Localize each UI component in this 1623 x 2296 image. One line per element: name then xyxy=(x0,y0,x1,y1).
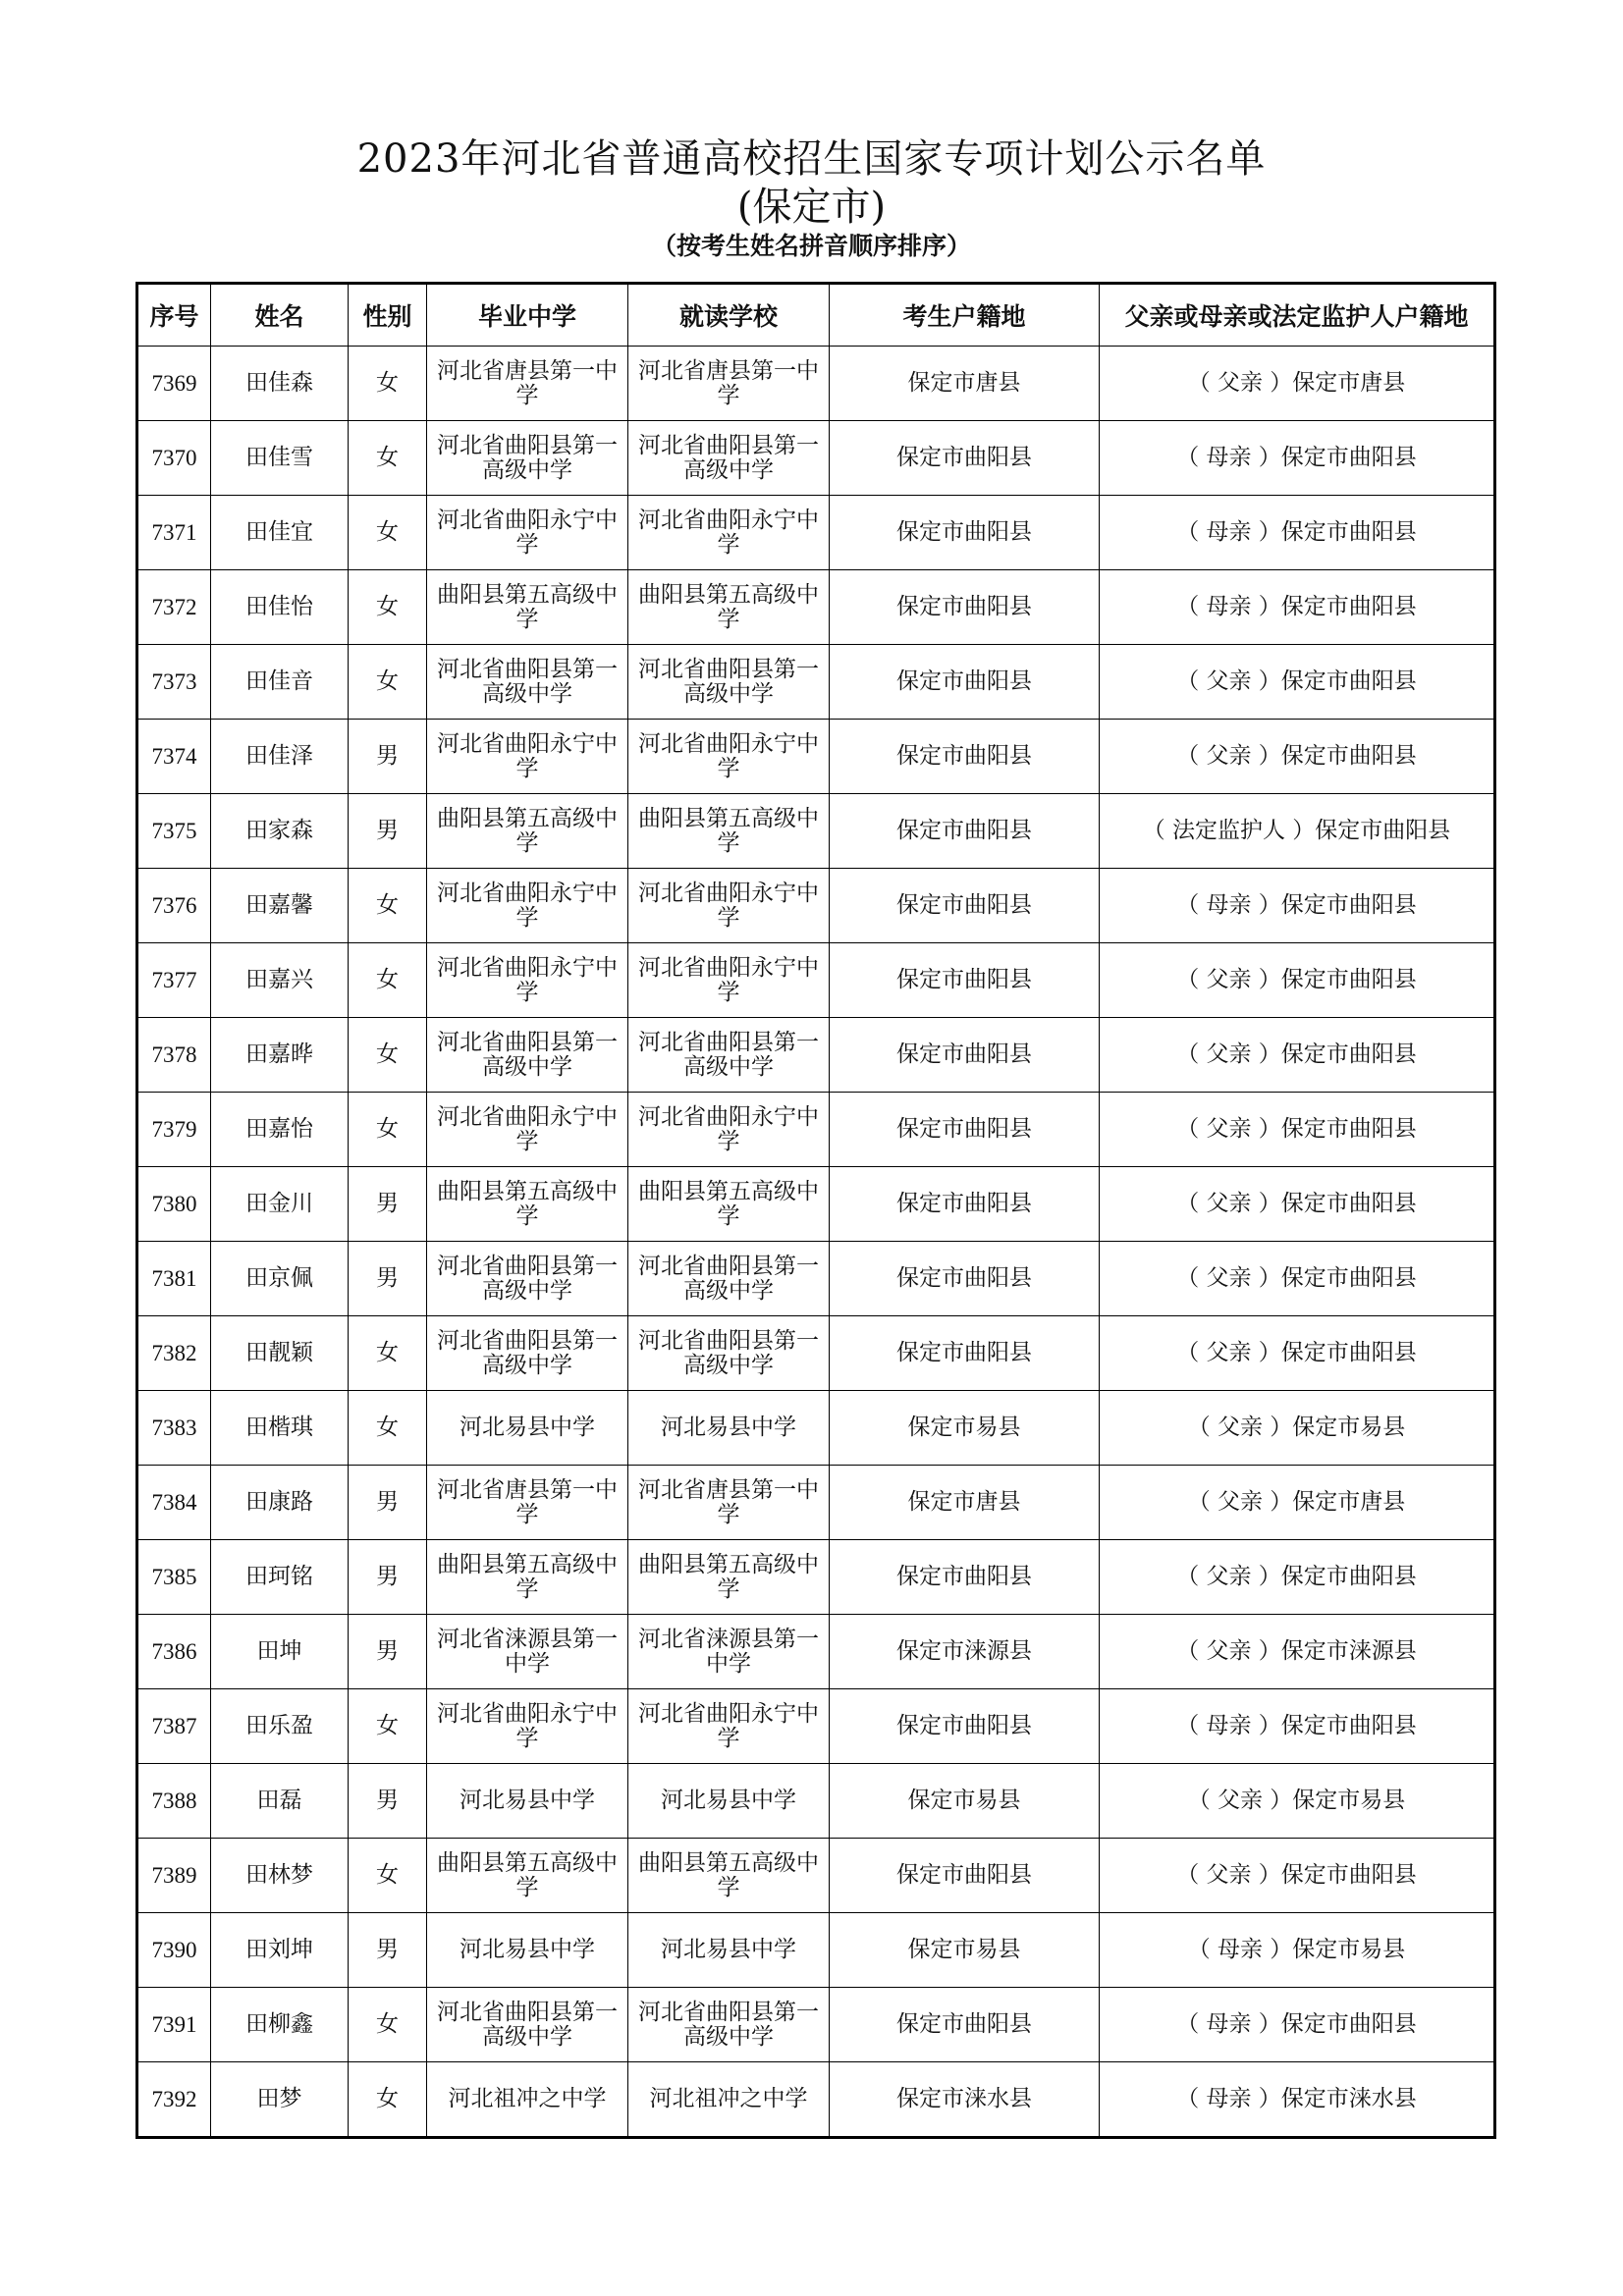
name-cell: 田嘉馨 xyxy=(211,869,349,943)
name-cell: 田柳鑫 xyxy=(211,1988,349,2062)
name-cell: 田佳泽 xyxy=(211,720,349,794)
gender-cell: 女 xyxy=(349,1316,427,1391)
name-cell: 田嘉怡 xyxy=(211,1093,349,1167)
current-school-cell: 河北省曲阳县第一高级中学 xyxy=(628,1018,830,1093)
graduated-school-cell: 河北祖冲之中学 xyxy=(427,2062,628,2138)
seq-cell: 7378 xyxy=(137,1018,211,1093)
seq-cell: 7387 xyxy=(137,1689,211,1764)
name-cell: 田嘉晔 xyxy=(211,1018,349,1093)
table-row xyxy=(137,1391,1495,1466)
seq-cell: 7371 xyxy=(137,496,211,570)
guardian-household-cell: （ 父亲 ）保定市涞源县 xyxy=(1100,1615,1495,1689)
table-row xyxy=(137,1167,1495,1242)
table-row xyxy=(137,943,1495,1018)
name-cell: 田楷琪 xyxy=(211,1391,349,1466)
guardian-household-cell: （ 母亲 ）保定市易县 xyxy=(1100,1913,1495,1988)
household-cell: 保定市曲阳县 xyxy=(830,1018,1100,1093)
graduated-school-cell: 河北省曲阳县第一高级中学 xyxy=(427,1988,628,2062)
household-cell: 保定市曲阳县 xyxy=(830,1316,1100,1391)
gender-cell: 女 xyxy=(349,347,427,421)
name-cell: 田刘坤 xyxy=(211,1913,349,1988)
name-cell: 田佳怡 xyxy=(211,570,349,645)
guardian-household-cell: （ 母亲 ）保定市涞水县 xyxy=(1100,2062,1495,2138)
gender-cell: 女 xyxy=(349,1093,427,1167)
guardian-household-cell: （ 母亲 ）保定市曲阳县 xyxy=(1100,570,1495,645)
household-cell: 保定市曲阳县 xyxy=(830,720,1100,794)
graduated-school-cell: 河北省曲阳永宁中学 xyxy=(427,720,628,794)
guardian-household-cell: （ 父亲 ）保定市曲阳县 xyxy=(1100,1093,1495,1167)
name-cell: 田佳音 xyxy=(211,645,349,720)
table-row xyxy=(137,1540,1495,1615)
guardian-household-cell: （ 父亲 ）保定市唐县 xyxy=(1100,347,1495,421)
table-row xyxy=(137,1316,1495,1391)
graduated-school-cell: 河北省曲阳永宁中学 xyxy=(427,869,628,943)
table-row xyxy=(137,720,1495,794)
graduated-school-cell: 曲阳县第五高级中学 xyxy=(427,1167,628,1242)
seq-cell: 7377 xyxy=(137,943,211,1018)
current-school-cell: 河北省唐县第一中学 xyxy=(628,347,830,421)
guardian-household-cell: （ 父亲 ）保定市曲阳县 xyxy=(1100,1839,1495,1913)
seq-cell: 7369 xyxy=(137,347,211,421)
current-school-cell: 曲阳县第五高级中学 xyxy=(628,1839,830,1913)
graduated-school-cell: 曲阳县第五高级中学 xyxy=(427,794,628,869)
name-cell: 田康路 xyxy=(211,1466,349,1540)
table-row xyxy=(137,1466,1495,1540)
seq-cell: 7373 xyxy=(137,645,211,720)
current-school-cell: 曲阳县第五高级中学 xyxy=(628,1167,830,1242)
gender-cell: 女 xyxy=(349,1988,427,2062)
graduated-school-cell: 河北省曲阳县第一高级中学 xyxy=(427,645,628,720)
gender-cell: 女 xyxy=(349,421,427,496)
current-school-cell: 河北祖冲之中学 xyxy=(628,2062,830,2138)
seq-cell: 7370 xyxy=(137,421,211,496)
household-cell: 保定市曲阳县 xyxy=(830,869,1100,943)
current-school-cell: 河北省唐县第一中学 xyxy=(628,1466,830,1540)
current-school-cell: 河北省曲阳永宁中学 xyxy=(628,1093,830,1167)
household-cell: 保定市曲阳县 xyxy=(830,496,1100,570)
current-school-cell: 河北易县中学 xyxy=(628,1391,830,1466)
gender-cell: 女 xyxy=(349,1391,427,1466)
graduated-school-cell: 河北省曲阳永宁中学 xyxy=(427,1093,628,1167)
seq-cell: 7392 xyxy=(137,2062,211,2138)
name-cell: 田乐盈 xyxy=(211,1689,349,1764)
graduated-school-cell: 河北省唐县第一中学 xyxy=(427,347,628,421)
graduated-school-cell: 河北易县中学 xyxy=(427,1764,628,1839)
seq-cell: 7372 xyxy=(137,570,211,645)
guardian-household-cell: （ 母亲 ）保定市曲阳县 xyxy=(1100,421,1495,496)
guardian-household-cell: （ 父亲 ）保定市曲阳县 xyxy=(1100,720,1495,794)
roster-table xyxy=(135,282,1496,2139)
gender-cell: 男 xyxy=(349,1540,427,1615)
gender-cell: 男 xyxy=(349,1615,427,1689)
header-cell: 姓名 xyxy=(211,284,349,347)
guardian-household-cell: （ 父亲 ）保定市易县 xyxy=(1100,1764,1495,1839)
gender-cell: 男 xyxy=(349,1466,427,1540)
table-row xyxy=(137,1988,1495,2062)
guardian-household-cell: （ 母亲 ）保定市曲阳县 xyxy=(1100,1689,1495,1764)
current-school-cell: 河北省曲阳永宁中学 xyxy=(628,869,830,943)
name-cell: 田坤 xyxy=(211,1615,349,1689)
graduated-school-cell: 曲阳县第五高级中学 xyxy=(427,570,628,645)
name-cell: 田林梦 xyxy=(211,1839,349,1913)
gender-cell: 女 xyxy=(349,943,427,1018)
current-school-cell: 河北省曲阳县第一高级中学 xyxy=(628,645,830,720)
table-row xyxy=(137,1839,1495,1913)
table-header-row xyxy=(137,284,1495,347)
current-school-cell: 河北省曲阳永宁中学 xyxy=(628,720,830,794)
seq-cell: 7381 xyxy=(137,1242,211,1316)
seq-cell: 7375 xyxy=(137,794,211,869)
household-cell: 保定市曲阳县 xyxy=(830,943,1100,1018)
gender-cell: 女 xyxy=(349,1689,427,1764)
current-school-cell: 河北省曲阳县第一高级中学 xyxy=(628,1316,830,1391)
guardian-household-cell: （ 父亲 ）保定市曲阳县 xyxy=(1100,1316,1495,1391)
seq-cell: 7382 xyxy=(137,1316,211,1391)
name-cell: 田珂铭 xyxy=(211,1540,349,1615)
guardian-household-cell: （ 父亲 ）保定市曲阳县 xyxy=(1100,943,1495,1018)
table-row xyxy=(137,570,1495,645)
current-school-cell: 河北省曲阳县第一高级中学 xyxy=(628,1988,830,2062)
graduated-school-cell: 河北省曲阳县第一高级中学 xyxy=(427,1316,628,1391)
seq-cell: 7374 xyxy=(137,720,211,794)
name-cell: 田梦 xyxy=(211,2062,349,2138)
name-cell: 田佳雪 xyxy=(211,421,349,496)
graduated-school-cell: 河北省曲阳县第一高级中学 xyxy=(427,1018,628,1093)
household-cell: 保定市涞源县 xyxy=(830,1615,1100,1689)
table-row xyxy=(137,2062,1495,2138)
current-school-cell: 河北省曲阳县第一高级中学 xyxy=(628,421,830,496)
guardian-household-cell: （ 母亲 ）保定市曲阳县 xyxy=(1100,496,1495,570)
table-row xyxy=(137,1764,1495,1839)
graduated-school-cell: 河北省涞源县第一中学 xyxy=(427,1615,628,1689)
table-row xyxy=(137,1093,1495,1167)
gender-cell: 女 xyxy=(349,2062,427,2138)
seq-cell: 7379 xyxy=(137,1093,211,1167)
graduated-school-cell: 河北易县中学 xyxy=(427,1391,628,1466)
seq-cell: 7383 xyxy=(137,1391,211,1466)
name-cell: 田佳宜 xyxy=(211,496,349,570)
current-school-cell: 曲阳县第五高级中学 xyxy=(628,1540,830,1615)
household-cell: 保定市曲阳县 xyxy=(830,1839,1100,1913)
header-cell: 考生户籍地 xyxy=(830,284,1100,347)
household-cell: 保定市曲阳县 xyxy=(830,421,1100,496)
guardian-household-cell: （ 母亲 ）保定市曲阳县 xyxy=(1100,869,1495,943)
table-row xyxy=(137,1242,1495,1316)
household-cell: 保定市易县 xyxy=(830,1913,1100,1988)
seq-cell: 7376 xyxy=(137,869,211,943)
household-cell: 保定市易县 xyxy=(830,1764,1100,1839)
household-cell: 保定市曲阳县 xyxy=(830,1167,1100,1242)
graduated-school-cell: 河北省曲阳永宁中学 xyxy=(427,943,628,1018)
table-row xyxy=(137,347,1495,421)
seq-cell: 7385 xyxy=(137,1540,211,1615)
name-cell: 田嘉兴 xyxy=(211,943,349,1018)
graduated-school-cell: 河北省唐县第一中学 xyxy=(427,1466,628,1540)
current-school-cell: 河北省曲阳县第一高级中学 xyxy=(628,1242,830,1316)
gender-cell: 男 xyxy=(349,1764,427,1839)
name-cell: 田金川 xyxy=(211,1167,349,1242)
guardian-household-cell: （ 母亲 ）保定市曲阳县 xyxy=(1100,1988,1495,2062)
table-row xyxy=(137,1615,1495,1689)
graduated-school-cell: 河北易县中学 xyxy=(427,1913,628,1988)
gender-cell: 女 xyxy=(349,869,427,943)
graduated-school-cell: 河北省曲阳永宁中学 xyxy=(427,1689,628,1764)
current-school-cell: 河北省曲阳永宁中学 xyxy=(628,943,830,1018)
seq-cell: 7384 xyxy=(137,1466,211,1540)
household-cell: 保定市曲阳县 xyxy=(830,570,1100,645)
gender-cell: 男 xyxy=(349,1242,427,1316)
household-cell: 保定市曲阳县 xyxy=(830,1689,1100,1764)
household-cell: 保定市曲阳县 xyxy=(830,794,1100,869)
table-row xyxy=(137,794,1495,869)
gender-cell: 女 xyxy=(349,496,427,570)
table-row xyxy=(137,645,1495,720)
graduated-school-cell: 河北省曲阳县第一高级中学 xyxy=(427,1242,628,1316)
guardian-household-cell: （ 父亲 ）保定市曲阳县 xyxy=(1100,1540,1495,1615)
guardian-household-cell: （ 法定监护人 ）保定市曲阳县 xyxy=(1100,794,1495,869)
gender-cell: 男 xyxy=(349,1913,427,1988)
guardian-household-cell: （ 父亲 ）保定市易县 xyxy=(1100,1391,1495,1466)
graduated-school-cell: 河北省曲阳永宁中学 xyxy=(427,496,628,570)
header-cell: 就读学校 xyxy=(628,284,830,347)
current-school-cell: 河北省曲阳永宁中学 xyxy=(628,496,830,570)
household-cell: 保定市曲阳县 xyxy=(830,1242,1100,1316)
header-cell: 序号 xyxy=(137,284,211,347)
seq-cell: 7386 xyxy=(137,1615,211,1689)
seq-cell: 7388 xyxy=(137,1764,211,1839)
guardian-household-cell: （ 父亲 ）保定市唐县 xyxy=(1100,1466,1495,1540)
current-school-cell: 河北易县中学 xyxy=(628,1764,830,1839)
name-cell: 田家森 xyxy=(211,794,349,869)
household-cell: 保定市易县 xyxy=(830,1391,1100,1466)
name-cell: 田磊 xyxy=(211,1764,349,1839)
household-cell: 保定市曲阳县 xyxy=(830,645,1100,720)
guardian-household-cell: （ 父亲 ）保定市曲阳县 xyxy=(1100,645,1495,720)
table-row xyxy=(137,496,1495,570)
guardian-household-cell: （ 父亲 ）保定市曲阳县 xyxy=(1100,1242,1495,1316)
seq-cell: 7389 xyxy=(137,1839,211,1913)
current-school-cell: 河北易县中学 xyxy=(628,1913,830,1988)
current-school-cell: 曲阳县第五高级中学 xyxy=(628,794,830,869)
current-school-cell: 河北省曲阳永宁中学 xyxy=(628,1689,830,1764)
graduated-school-cell: 曲阳县第五高级中学 xyxy=(427,1540,628,1615)
graduated-school-cell: 曲阳县第五高级中学 xyxy=(427,1839,628,1913)
household-cell: 保定市曲阳县 xyxy=(830,1988,1100,2062)
document-subtitle: (保定市) xyxy=(736,185,887,230)
guardian-household-cell: （ 父亲 ）保定市曲阳县 xyxy=(1100,1018,1495,1093)
name-cell: 田佳森 xyxy=(211,347,349,421)
household-cell: 保定市唐县 xyxy=(830,347,1100,421)
document-title: 2023年河北省普通高校招生国家专项计划公示名单 xyxy=(356,136,1267,182)
gender-cell: 男 xyxy=(349,794,427,869)
table-row xyxy=(137,1018,1495,1093)
seq-cell: 7390 xyxy=(137,1913,211,1988)
household-cell: 保定市涞水县 xyxy=(830,2062,1100,2138)
name-cell: 田靓颖 xyxy=(211,1316,349,1391)
table-row xyxy=(137,1689,1495,1764)
gender-cell: 男 xyxy=(349,720,427,794)
household-cell: 保定市曲阳县 xyxy=(830,1093,1100,1167)
table-row xyxy=(137,869,1495,943)
header-cell: 父亲或母亲或法定监护人户籍地 xyxy=(1100,284,1495,347)
seq-cell: 7391 xyxy=(137,1988,211,2062)
name-cell: 田京佩 xyxy=(211,1242,349,1316)
gender-cell: 女 xyxy=(349,1018,427,1093)
table-row xyxy=(137,421,1495,496)
household-cell: 保定市唐县 xyxy=(830,1466,1100,1540)
gender-cell: 男 xyxy=(349,1167,427,1242)
sort-note: （按考生姓名拼音顺序排序） xyxy=(651,232,971,260)
gender-cell: 女 xyxy=(349,1839,427,1913)
current-school-cell: 曲阳县第五高级中学 xyxy=(628,570,830,645)
gender-cell: 女 xyxy=(349,645,427,720)
graduated-school-cell: 河北省曲阳县第一高级中学 xyxy=(427,421,628,496)
header-cell: 性别 xyxy=(349,284,427,347)
header-cell: 毕业中学 xyxy=(427,284,628,347)
seq-cell: 7380 xyxy=(137,1167,211,1242)
guardian-household-cell: （ 父亲 ）保定市曲阳县 xyxy=(1100,1167,1495,1242)
current-school-cell: 河北省涞源县第一中学 xyxy=(628,1615,830,1689)
gender-cell: 女 xyxy=(349,570,427,645)
table-row xyxy=(137,1913,1495,1988)
household-cell: 保定市曲阳县 xyxy=(830,1540,1100,1615)
